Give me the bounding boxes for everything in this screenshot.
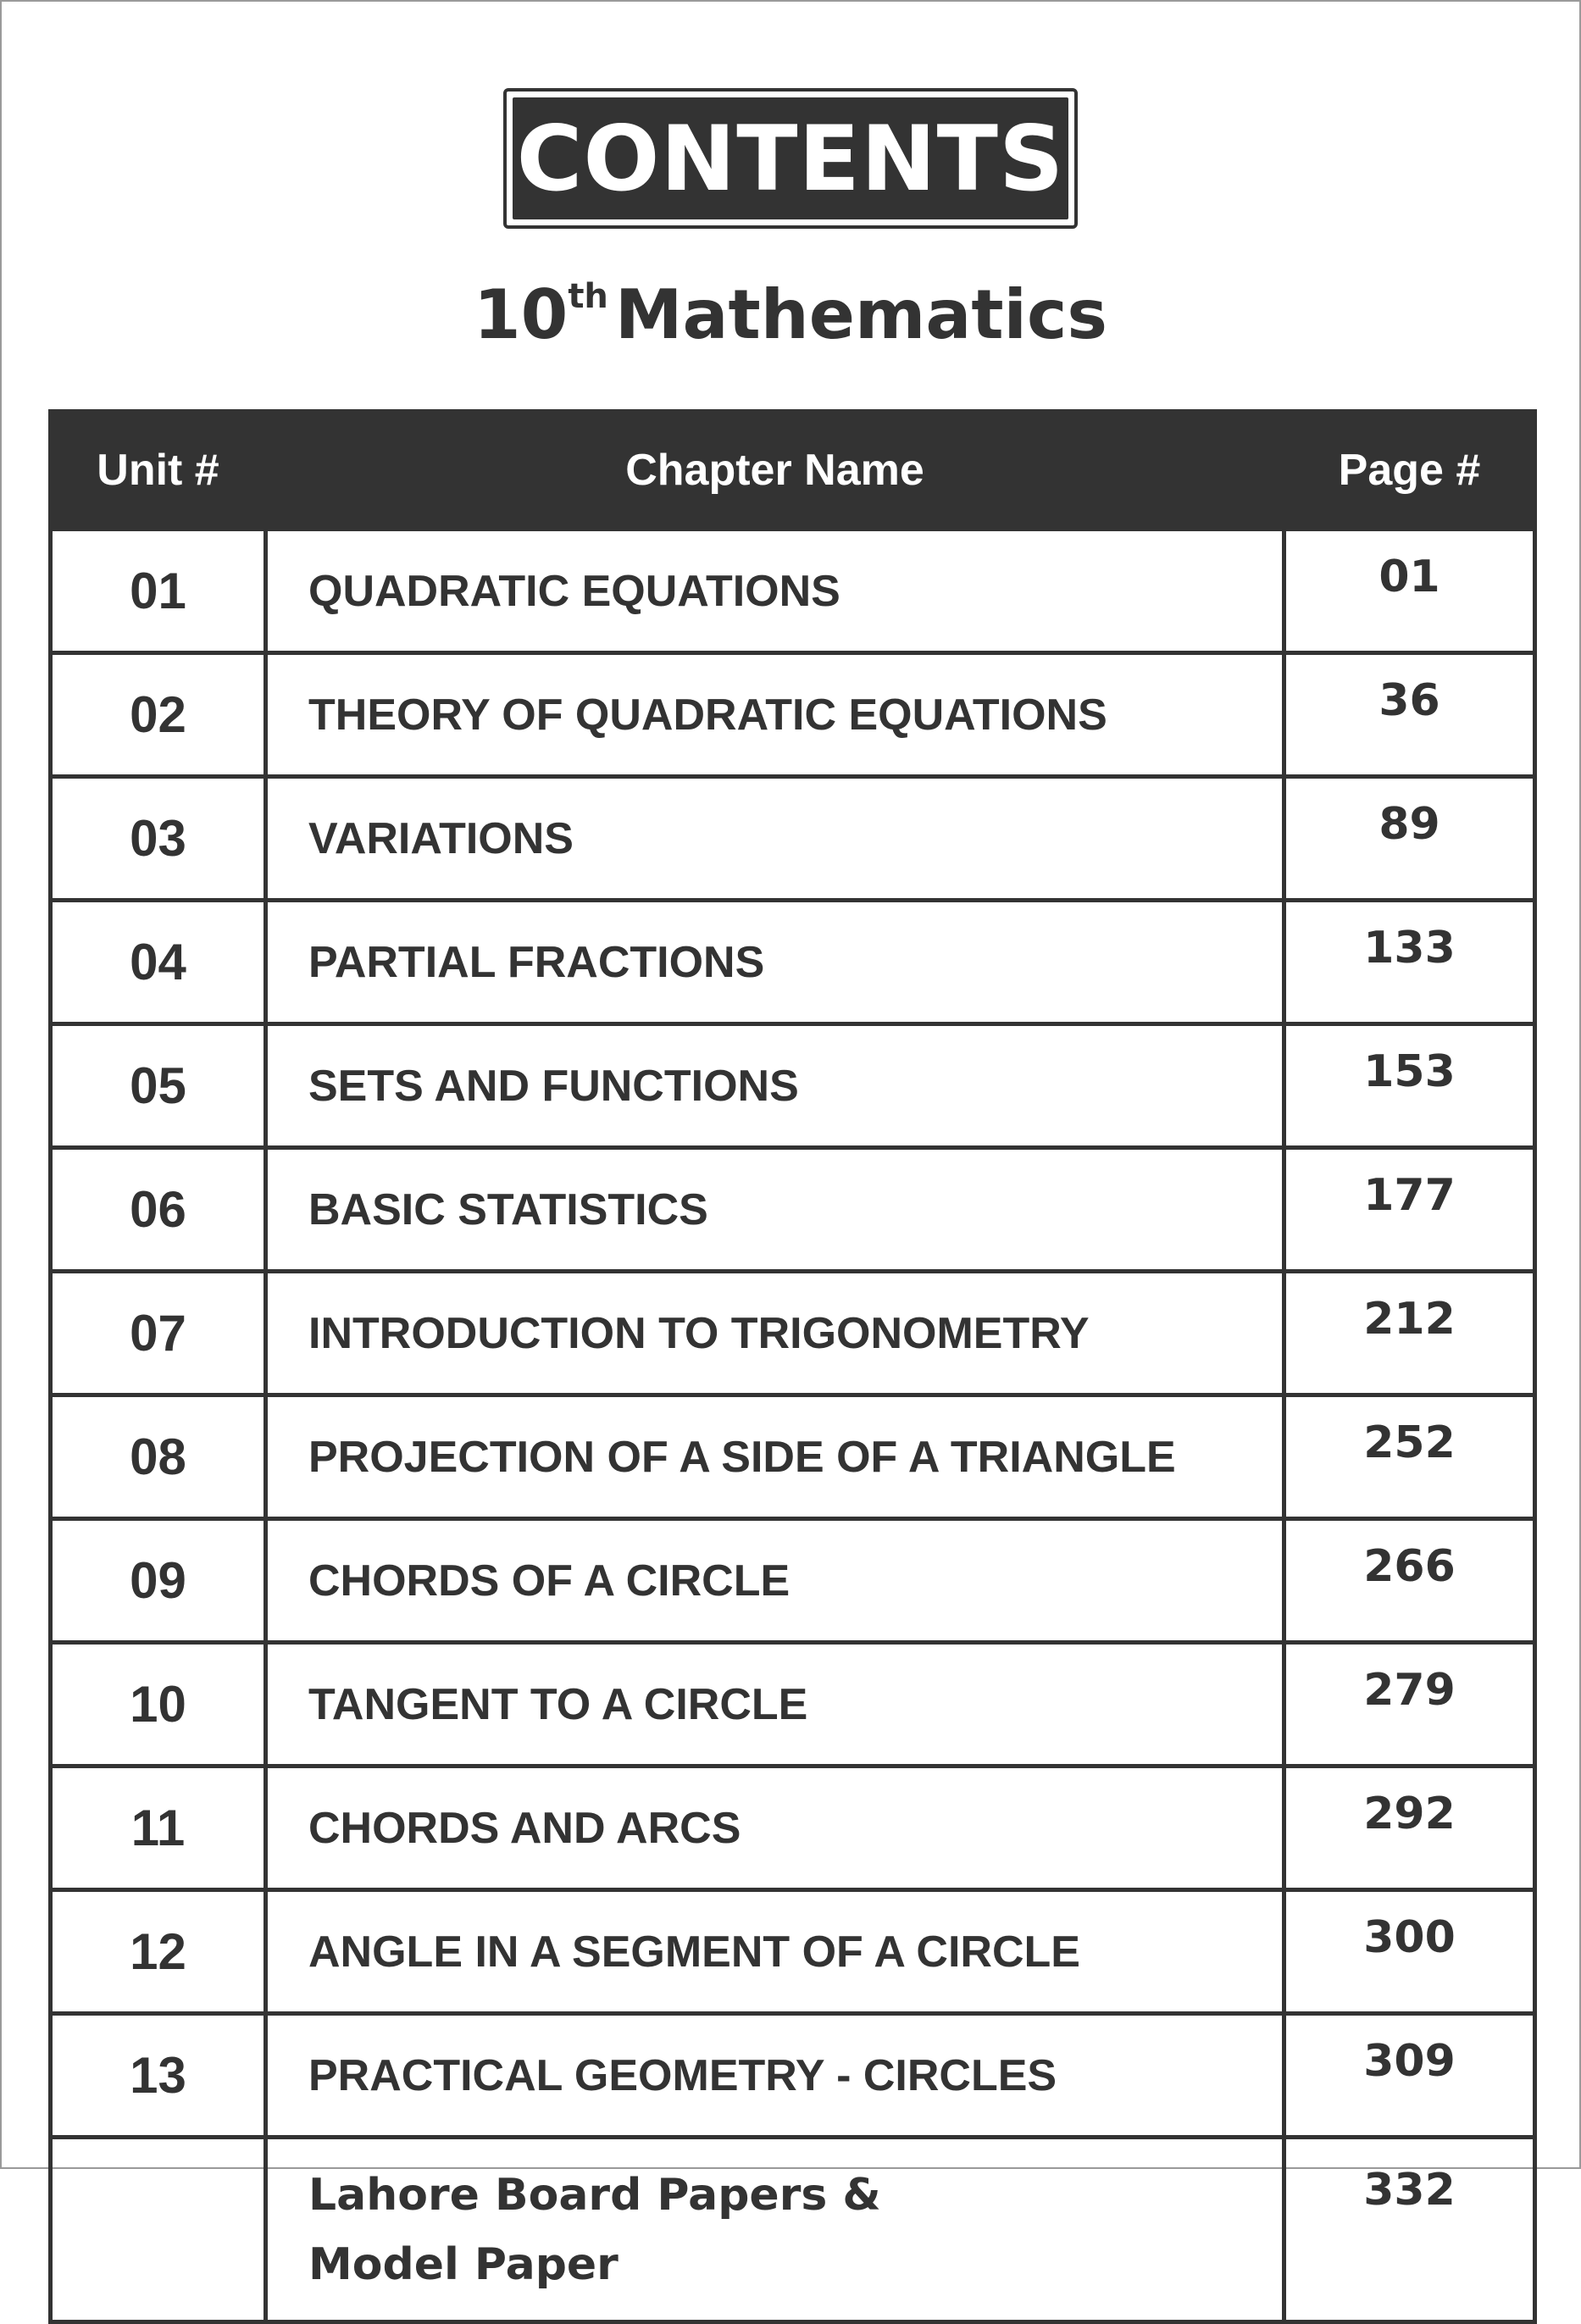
page-number: 252 — [1284, 1395, 1535, 1519]
table-row — [51, 1519, 1535, 1643]
table-row — [51, 1272, 1535, 1395]
unit-number: 06 — [51, 1148, 266, 1272]
unit-header: Unit # — [51, 412, 266, 530]
table-row — [51, 2014, 1535, 2138]
unit-number: 05 — [51, 1024, 266, 1148]
page-number: 309 — [1284, 2014, 1535, 2138]
chapter-name: PROJECTION OF A SIDE OF A TRIANGLE — [266, 1395, 1284, 1519]
page-number: 332 — [1284, 2138, 1535, 2322]
table-row — [51, 1024, 1535, 1148]
chapter-name: VARIATIONS — [266, 777, 1284, 901]
page-number: 89 — [1284, 777, 1535, 901]
book-subtitle — [0, 275, 1581, 354]
table-row — [51, 653, 1535, 777]
chapter-name-line: Model Paper — [308, 2238, 619, 2290]
chapter-name: PARTIAL FRACTIONS — [266, 901, 1284, 1024]
chapter-name: CHORDS AND ARCS — [266, 1767, 1284, 1890]
chapter-header: Chapter Name — [266, 412, 1284, 530]
chapter-name: QUADRATIC EQUATIONS — [266, 530, 1284, 653]
chapter-name: CHORDS OF A CIRCLE — [266, 1519, 1284, 1643]
table-row — [51, 1767, 1535, 1890]
unit-number: 03 — [51, 777, 266, 901]
chapter-name: THEORY OF QUADRATIC EQUATIONS — [266, 653, 1284, 777]
grade-suffix: th — [568, 277, 608, 316]
page-number: 212 — [1284, 1272, 1535, 1395]
table-row — [51, 901, 1535, 1024]
unit-number: 02 — [51, 653, 266, 777]
unit-number: 13 — [51, 2014, 266, 2138]
unit-number — [51, 2138, 266, 2322]
contents-title: CONTENTS — [513, 97, 1068, 219]
header-row — [51, 412, 1535, 530]
page-number: 300 — [1284, 1890, 1535, 2014]
chapter-name: PRACTICAL GEOMETRY - CIRCLES — [266, 2014, 1284, 2138]
unit-number: 01 — [51, 530, 266, 653]
subject-name: Mathematics — [614, 275, 1108, 354]
page-number: 01 — [1284, 530, 1535, 653]
chapter-name — [266, 2138, 1284, 2322]
table-row — [51, 530, 1535, 653]
unit-number: 11 — [51, 1767, 266, 1890]
page-number: 153 — [1284, 1024, 1535, 1148]
table-row — [51, 1890, 1535, 2014]
page-number: 279 — [1284, 1643, 1535, 1767]
unit-number: 10 — [51, 1643, 266, 1767]
chapter-name: TANGENT TO A CIRCLE — [266, 1643, 1284, 1767]
grade-number: 10 — [473, 275, 569, 354]
chapter-name: ANGLE IN A SEGMENT OF A CIRCLE — [266, 1890, 1284, 2014]
table-row — [51, 1395, 1535, 1519]
page-number: 292 — [1284, 1767, 1535, 1890]
chapter-name-line: Lahore Board Papers & — [308, 2169, 881, 2221]
contents-banner — [503, 88, 1078, 229]
table-row — [51, 2138, 1535, 2322]
page-number: 36 — [1284, 653, 1535, 777]
chapter-name: INTRODUCTION TO TRIGONOMETRY — [266, 1272, 1284, 1395]
table-row — [51, 777, 1535, 901]
contents-table — [48, 409, 1537, 2324]
unit-number: 07 — [51, 1272, 266, 1395]
table-row — [51, 1643, 1535, 1767]
unit-number: 08 — [51, 1395, 266, 1519]
unit-number: 12 — [51, 1890, 266, 2014]
page-header: Page # — [1284, 412, 1535, 530]
chapter-name: BASIC STATISTICS — [266, 1148, 1284, 1272]
page-number: 266 — [1284, 1519, 1535, 1643]
unit-number: 09 — [51, 1519, 266, 1643]
page-number: 177 — [1284, 1148, 1535, 1272]
unit-number: 04 — [51, 901, 266, 1024]
page-number: 133 — [1284, 901, 1535, 1024]
table-row — [51, 1148, 1535, 1272]
chapter-name: SETS AND FUNCTIONS — [266, 1024, 1284, 1148]
